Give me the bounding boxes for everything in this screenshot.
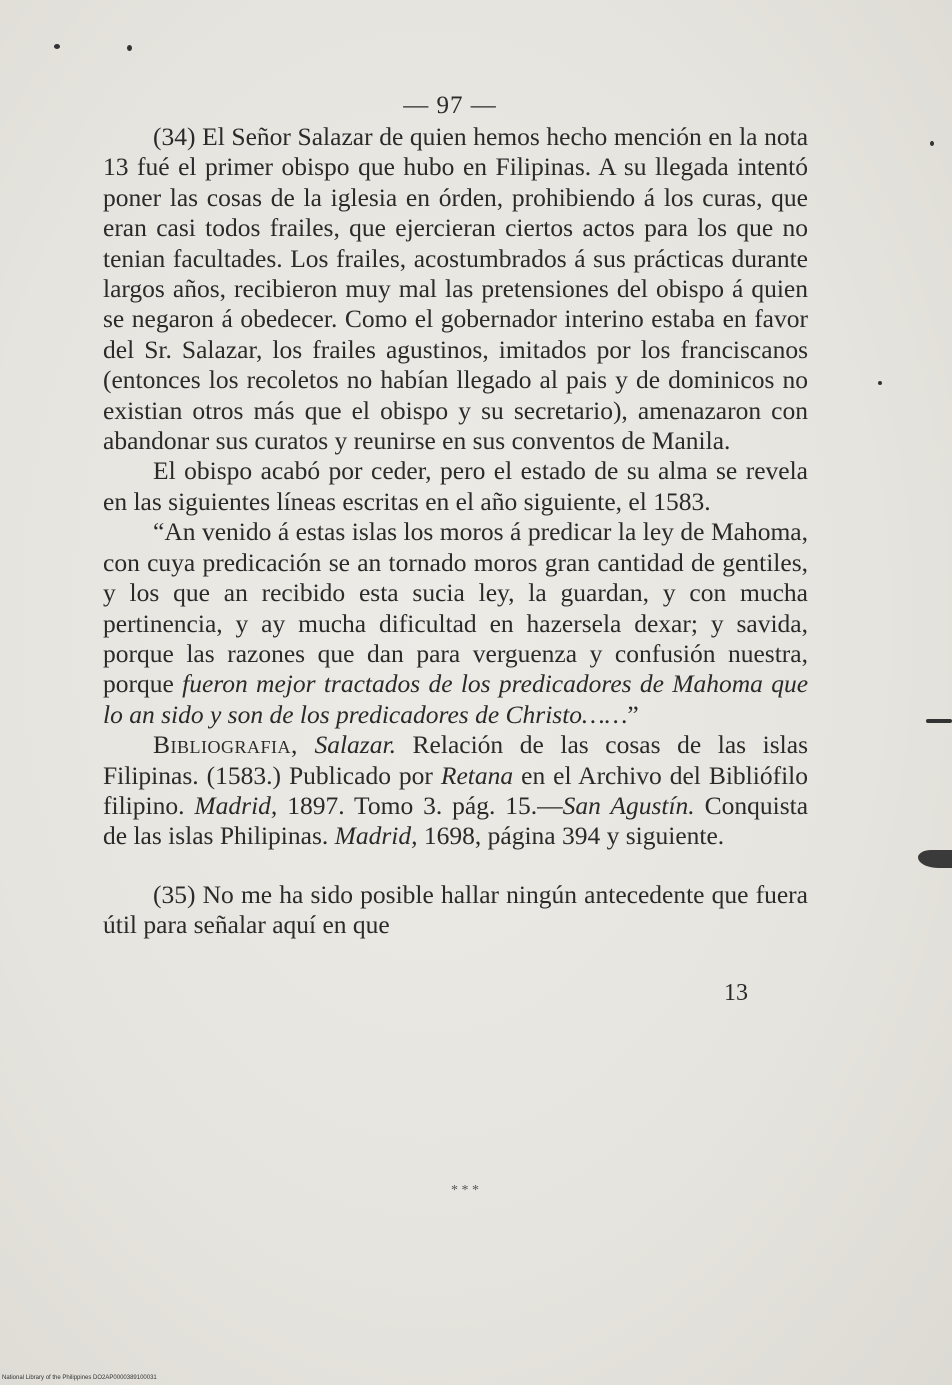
bib-text-3: 1897. Tomo 3. pág. 15.— bbox=[287, 790, 563, 820]
ink-speck bbox=[127, 45, 132, 51]
bib-text-1: Relación de las cosas de las islas Filipinas. (1583.) Publicado por bbox=[103, 730, 808, 790]
bib-author-san-agustin: San Agustín. bbox=[562, 790, 695, 820]
page-number: — 97 — bbox=[403, 92, 497, 119]
note-34 bbox=[103, 122, 808, 456]
footer-credit: National Library of the Philippines DO2AP0000389100031 bbox=[2, 1375, 157, 1381]
bibliography-label: Bibliografia, bbox=[153, 730, 298, 760]
ink-speck bbox=[930, 141, 934, 146]
quote-close: ” bbox=[627, 699, 639, 729]
bib-author-salazar: Salazar. bbox=[314, 730, 396, 760]
note-34-text: El Señor Salazar de quien hemos hecho mención en la nota 13 fué el primer obispo que hubo en Filipinas. A su llegada intentó poner las cosas de la iglesia en órden, prohibiendo á los curas, que eran casi todos frailes, que ejercieran ciertos actos para los que no tenian facultades. Los frailes, acostumbrados á sus prácticas durante largos años, recibieron muy mal las pretensiones del obispo á quien se negaron á obedecer. Como el gobernador interino estaba en favor del Sr. Salazar, los frailes agustinos, imitados por los franciscanos (entonces los recoletos no habían llegado al pais y de dominicos no existian otros más que el obispo y su secretario), amenazaron con abandonar sus curatos y reunirse en sus conventos de Manila. bbox=[103, 122, 809, 456]
quote-italic: fueron mejor tractados de los predicadores de Mahoma que lo an sido y son de los predicadores de Christo…… bbox=[103, 669, 809, 729]
note-34-paragraph-2: El obispo acabó por ceder, pero el estado de su alma se revela en las siguientes líneas escritas en el año siguiente, el 1583. bbox=[103, 456, 808, 516]
note-34-marker: (34) bbox=[153, 122, 196, 151]
bib-place-1: Madrid, bbox=[194, 790, 278, 820]
edge-mark bbox=[926, 719, 952, 723]
bib-text-4: Conquista de las islas Philipinas. bbox=[103, 790, 809, 851]
ink-speck bbox=[54, 44, 60, 49]
separator-gap bbox=[103, 852, 808, 880]
note-35 bbox=[103, 880, 808, 941]
edge-mark bbox=[918, 850, 952, 868]
section-separator-stars: * * * bbox=[451, 1183, 479, 1198]
bib-author-retana: Retana bbox=[440, 760, 514, 790]
salazar-quote bbox=[103, 517, 808, 730]
bib-place-2: Madrid, bbox=[334, 821, 418, 851]
bibliography bbox=[103, 730, 808, 852]
bib-text-5: 1698, página 394 y siguiente. bbox=[423, 821, 725, 851]
note-35-marker: (35) bbox=[153, 879, 196, 909]
ink-speck bbox=[878, 381, 882, 385]
signature-mark: 13 bbox=[724, 980, 748, 1006]
quote-plain: “An venido á estas islas los moros á predicar la ley de Mahoma, con cuya predicación se an tornado moros gran cantidad de gentiles, y los que an recibido esta sucia ley, la guardan, y con mucha pertinencia, y ay mucha dificultad en hazersela dexar; y savida, porque las razones que dan para verguenza y confusión nuestra, porque bbox=[103, 517, 808, 699]
page-body bbox=[103, 122, 808, 941]
bib-text-2: en el Archivo del Bibliófilo filipino. bbox=[103, 760, 808, 820]
note-35-text: No me ha sido posible hallar ningún antecedente que fuera útil para señalar aquí en que bbox=[103, 879, 808, 940]
